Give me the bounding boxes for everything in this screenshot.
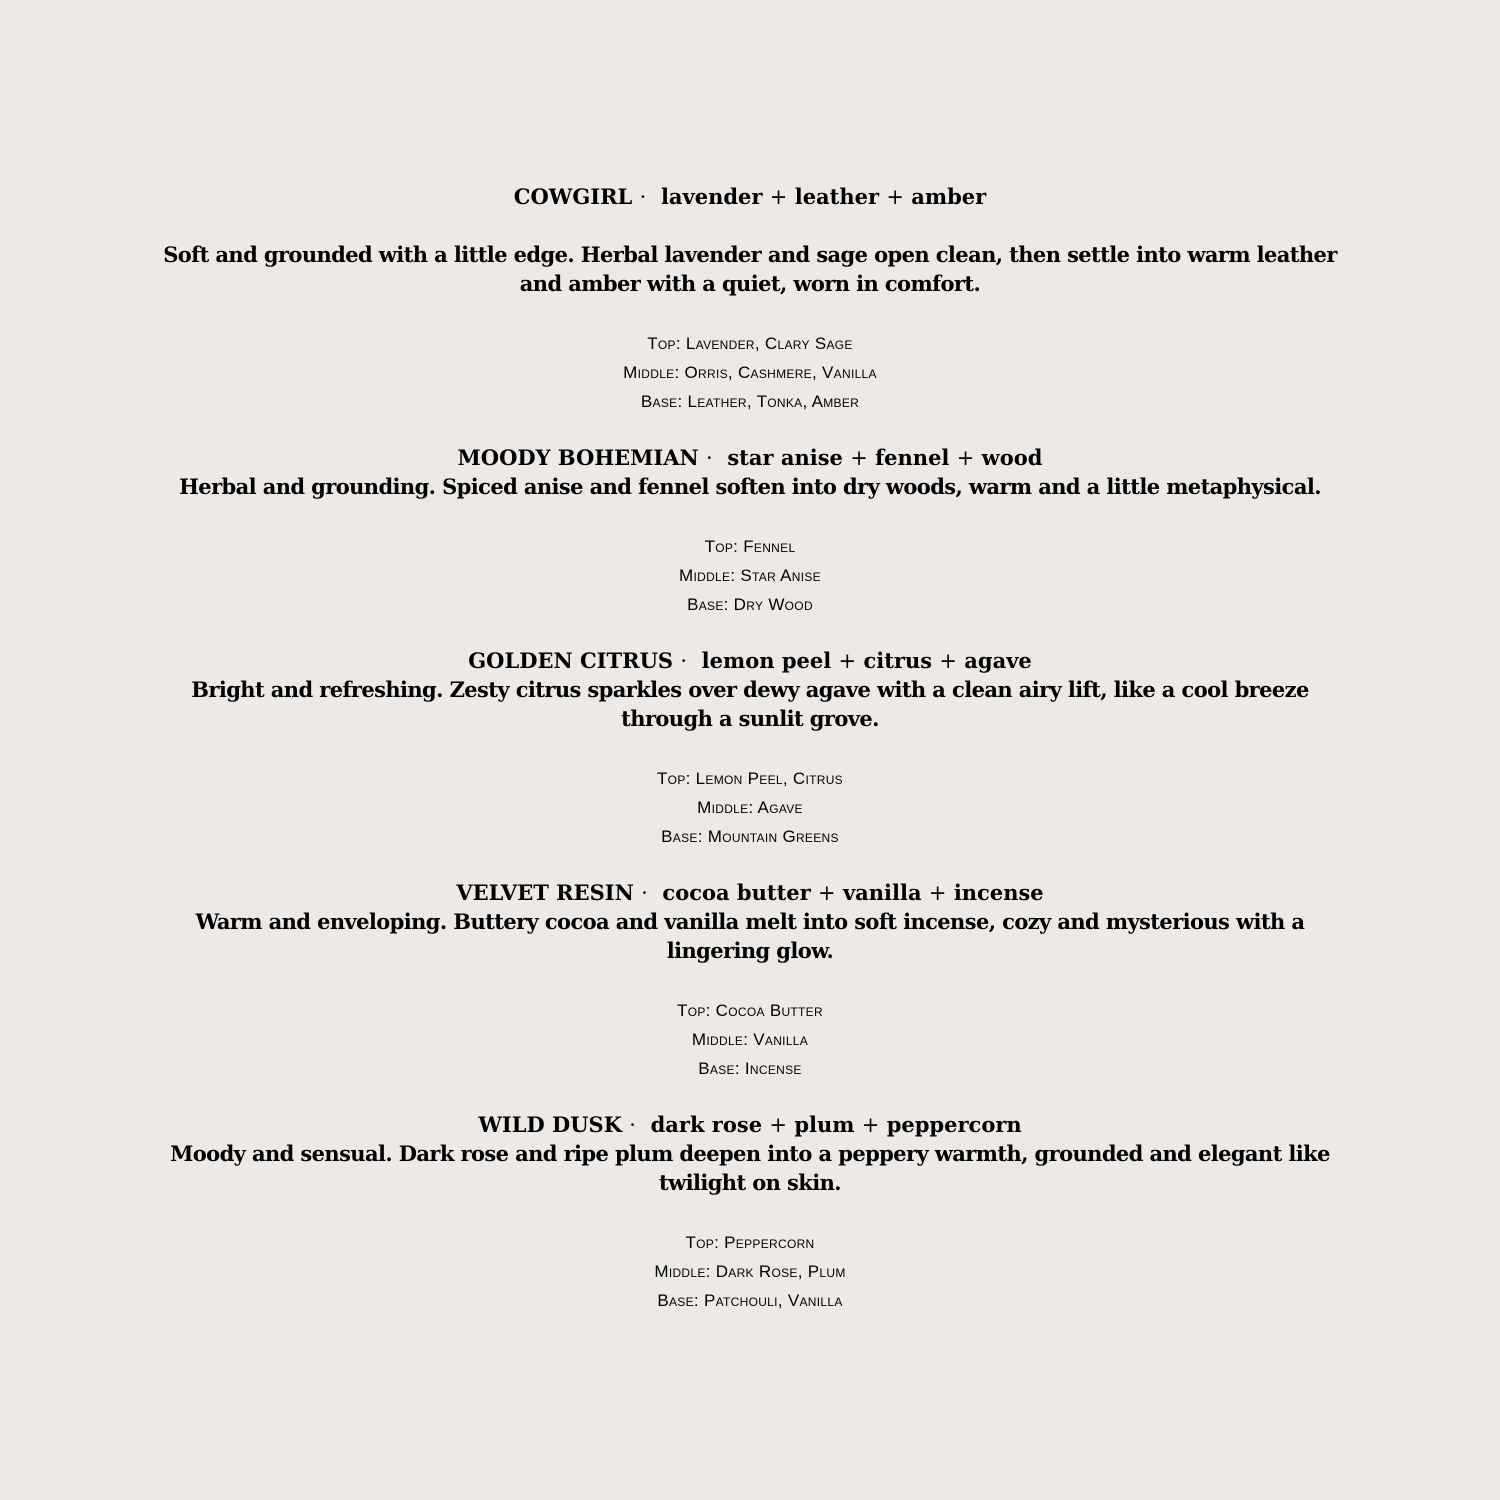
accord: dark rose — [650, 1112, 763, 1137]
accord: lemon peel — [701, 648, 832, 673]
scent-name: COWGIRL — [513, 184, 633, 209]
note-middle: Middle: Star Anise — [679, 566, 821, 585]
scent-description-velvet-resin: Warm and enveloping. Buttery cocoa and vanilla melt into soft incense, cozy and mysterious with a lingering glow. — [195, 909, 1305, 963]
note-base: Base: Incense — [698, 1059, 802, 1078]
note-top: Top: Cocoa Butter — [677, 1001, 823, 1020]
accord: incense — [953, 880, 1044, 905]
note-top: Top: Lavender, Clary Sage — [647, 334, 853, 353]
accord: citrus — [863, 648, 933, 673]
scent-description-golden-citrus: Bright and refreshing. Zesty citrus sparkles over dewy agave with a clean airy lift, like a cool breeze through a sunlit grove. — [191, 677, 1309, 731]
scent-title-cowgirl — [150, 182, 1350, 212]
note-base: Base: Leather, Tonka, Amber — [640, 392, 860, 411]
note-middle: Middle: Agave — [697, 798, 803, 817]
plus-sign: + — [818, 881, 836, 905]
scent-notes-velvet-resin — [450, 996, 1050, 1083]
scent-title-velvet-resin — [150, 878, 1350, 908]
separator-dot: · — [641, 881, 648, 905]
note-top: Top: Fennel — [704, 537, 796, 556]
scent-title-moody-bohemian — [150, 443, 1350, 473]
scent-notes-wild-dusk — [450, 1228, 1050, 1315]
accord: fennel — [875, 445, 950, 470]
separator-dot: · — [629, 1113, 636, 1137]
scent-description-cowgirl: Soft and grounded with a little edge. Herbal lavender and sage open clean, then settle into warm leather and amber with a quiet, worn in comfort. — [163, 242, 1337, 296]
scent-name: GOLDEN CITRUS — [468, 648, 674, 673]
accord: vanilla — [842, 880, 922, 905]
plus-sign: + — [838, 649, 857, 673]
note-base: Base: Patchouli, Vanilla — [657, 1291, 843, 1310]
note-top: Top: Lemon Peel, Citrus — [657, 769, 843, 788]
separator-dot: · — [639, 185, 647, 209]
scent-name: MOODY BOHEMIAN — [457, 445, 699, 470]
accord: agave — [964, 648, 1032, 673]
accord: cocoa butter — [662, 880, 811, 905]
accord: plum — [794, 1112, 855, 1137]
separator-dot: · — [680, 649, 688, 673]
accord: star anise — [727, 445, 843, 470]
scent-description-wild-dusk: Moody and sensual. Dark rose and ripe plum deepen into a peppery warmth, grounded and elegant like twilight on skin. — [170, 1141, 1330, 1195]
note-middle: Middle: Vanilla — [691, 1030, 809, 1049]
plus-sign: + — [956, 446, 975, 470]
separator-dot: · — [706, 446, 713, 470]
scent-name: VELVET RESIN — [456, 880, 634, 905]
accord: peppercorn — [886, 1112, 1022, 1137]
accord: lavender — [660, 184, 763, 209]
scent-name: WILD DUSK — [478, 1112, 622, 1137]
plus-sign: + — [769, 185, 788, 209]
note-base: Base: Mountain Greens — [661, 827, 839, 846]
note-middle: Middle: Orris, Cashmere, Vanilla — [623, 363, 877, 382]
accord: amber — [911, 184, 987, 209]
note-top: Top: Peppercorn — [685, 1233, 815, 1252]
scent-description-moody-bohemian: Herbal and grounding. Spiced anise and fennel soften into dry woods, warm and a little metaphysical. — [179, 474, 1321, 499]
plus-sign: + — [939, 649, 957, 673]
note-base: Base: Dry Wood — [687, 595, 813, 614]
note-middle: Middle: Dark Rose, Plum — [654, 1262, 846, 1281]
scent-title-golden-citrus — [150, 646, 1350, 676]
scent-notes-moody-bohemian — [450, 532, 1050, 619]
plus-sign: + — [861, 1113, 880, 1137]
plus-sign: + — [886, 185, 904, 209]
scent-notes-golden-citrus — [450, 764, 1050, 851]
accord: wood — [981, 445, 1043, 470]
plus-sign: + — [769, 1113, 787, 1137]
scent-notes-cowgirl — [450, 329, 1050, 416]
plus-sign: + — [928, 881, 947, 905]
scent-title-wild-dusk — [150, 1110, 1350, 1140]
accord: leather — [794, 184, 880, 209]
plus-sign: + — [850, 446, 868, 470]
